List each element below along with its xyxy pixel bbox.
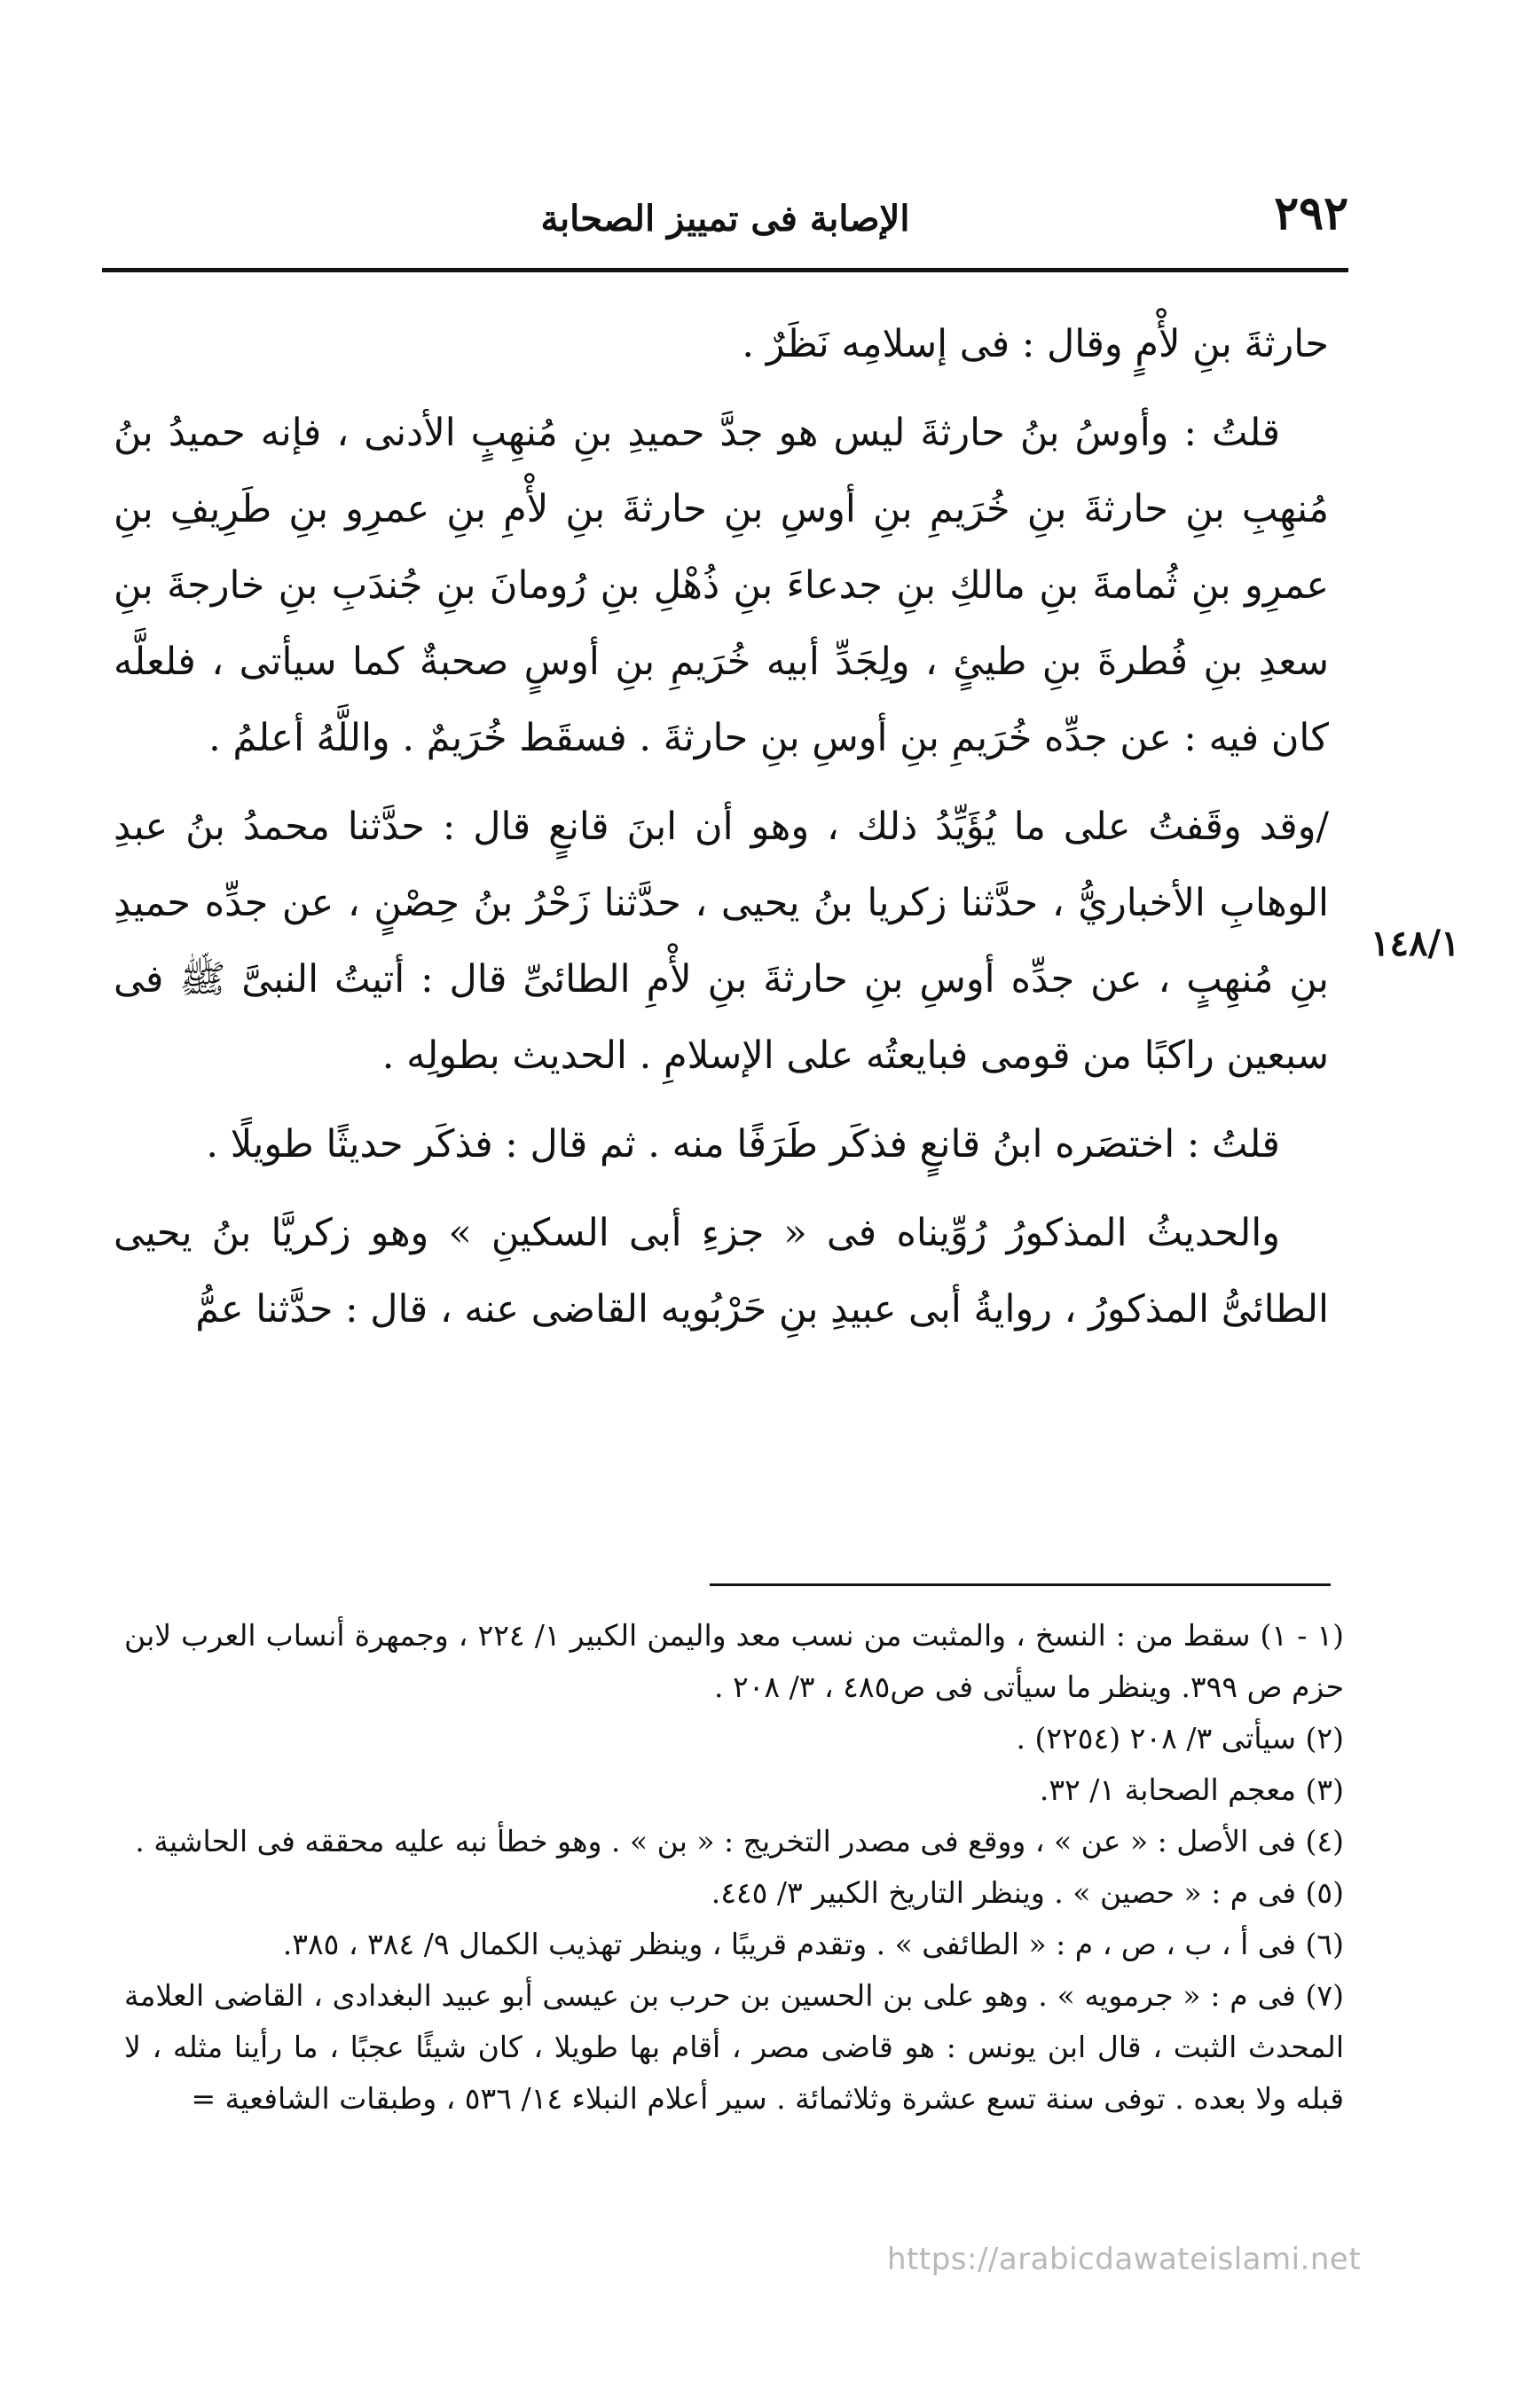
paragraph: /وقد وقَفتُ على ما يُؤَيِّدُ ذلك ، وهو أن ابنَ قانعٍ قال : حدَّثنا محمدُ بنُ عبدِ الوهابِ الأخباريُّ ، حدَّثنا زكريا بنُ يحيى ، حدَّثنا زَحْرُ بنُ حِصْنٍ ، عن جدِّه حميدِ بنِ مُنهِبٍ ، عن جدِّه أوسِ بنِ حارثةَ بنِ لأْمِ الطائىِّ قال : أتيتُ النبىَّ ﷺ فى سبعين راكبًا من قومى فبايعتُه على الإسلامِ . الحديث بطولِه .: [114, 805, 1329, 1078]
watermark: https://arabicdawateislami.net: [887, 2242, 1362, 2277]
paragraph: حارثةَ بنِ لأْمٍ وقال : فى إسلامِه نَظَرٌ .: [742, 322, 1329, 366]
footnote: (٦) فى أ ، ب ، ص ، م : « الطائفى » . وتقدم قريبًا ، وينظر تهذيب الكمال ٩/ ٣٨٤ ، ٣٨٥.: [282, 1927, 1344, 1961]
footnote: (٧) فى م : « جرمويه » . وهو على بن الحسين بن حرب بن عيسى أبو عبيد البغدادى ، القاضى العلامة المحدث الثبت ، قال ابن يونس : هو قاضى مصر ، أقام بها طويلا ، كان شيئًا عجبًا ، ما رأينا مثله ، لا قبله ولا بعده . توفى سنة تسع عشرة وثلاثمائة . سير أعلام النبلاء ١٤/ ٥٣٦ ، وطبقات الشافعية =: [124, 1978, 1344, 2116]
paragraph: قلتُ : وأوسُ بنُ حارثةَ ليس هو جدَّ حميدِ بنِ مُنهِبٍ الأدنى ، فإنه حميدُ بنُ مُنهِبِ بنِ حارثةَ بنِ خُرَيمِ بنِ أوسِ بنِ حارثةَ بنِ لأْمِ بنِ عمرِو بنِ طَرِيفِ بنِ عمرِو بنِ ثُمامةَ بنِ مالكِ بنِ جدعاءَ بنِ ذُهْلِ بنِ رُومانَ بنِ جُندَبِ بنِ خارجةَ بنِ سعدِ بنِ فُطرةَ بنِ طيئٍ ، ولِجَدِّ أبيه خُرَيمِ بنِ أوسٍ صحبةٌ كما سيأتى ، فلعلَّه كان فيه : عن جدِّه خُرَيمِ بنِ أوسِ بنِ حارثةَ . فسقَط خُرَيمٌ . واللَّهُ أعلمُ .: [114, 411, 1329, 760]
page-header: [102, 182, 1348, 271]
footnote: (٢) سيأتى ٣/ ٢٠٨ (٢٢٥٤) .: [1016, 1721, 1344, 1756]
footnote: (٥) فى م : « حصين » . وينظر التاريخ الكبير ٣/ ٤٤٥.: [711, 1875, 1344, 1910]
footnote: (١ - ١) سقط من : النسخ ، والمثبت من نسب معد واليمن الكبير ١/ ٢٢٤ ، وجمهرة أنساب العرب لابن حزم ص ٣٩٩. وينظر ما سيأتى فى ص٤٨٥ ، ٣/ ٢٠٨ .: [124, 1618, 1345, 1704]
footnotes-rule: [710, 1583, 1331, 1586]
footnotes: [124, 1610, 1344, 2125]
margin-reference: ١٤٨/١: [1371, 923, 1460, 964]
main-text: [114, 306, 1329, 1347]
footnote: (٤) فى الأصل : « عن » ، ووقع فى مصدر التخريج : « بن » . وهو خطأ نبه عليه محققه فى الحاشية .: [135, 1824, 1344, 1858]
paragraph: قلتُ : اختصَره ابنُ قانعٍ فذكَر طَرَفًا منه . ثم قال : فذكَر حديثًا طويلًا .: [206, 1122, 1280, 1167]
paragraph: والحديثُ المذكورُ رُوِّيناه فى « جزءِ أبى السكينِ » وهو زكريَّا بنُ يحيى الطائىُّ المذكورُ ، روايةُ أبى عبيدِ بنِ حَرْبُويه القاضى عنه ، قال : حدَّثنا عمُّ: [114, 1211, 1329, 1332]
page-number: ٢٩٢: [1274, 186, 1348, 240]
header-rule: [102, 268, 1348, 272]
running-title: الإصابة فى تمييز الصحابة: [540, 198, 910, 240]
footnote: (٣) معجم الصحابة ١/ ٣٢.: [1039, 1772, 1344, 1807]
